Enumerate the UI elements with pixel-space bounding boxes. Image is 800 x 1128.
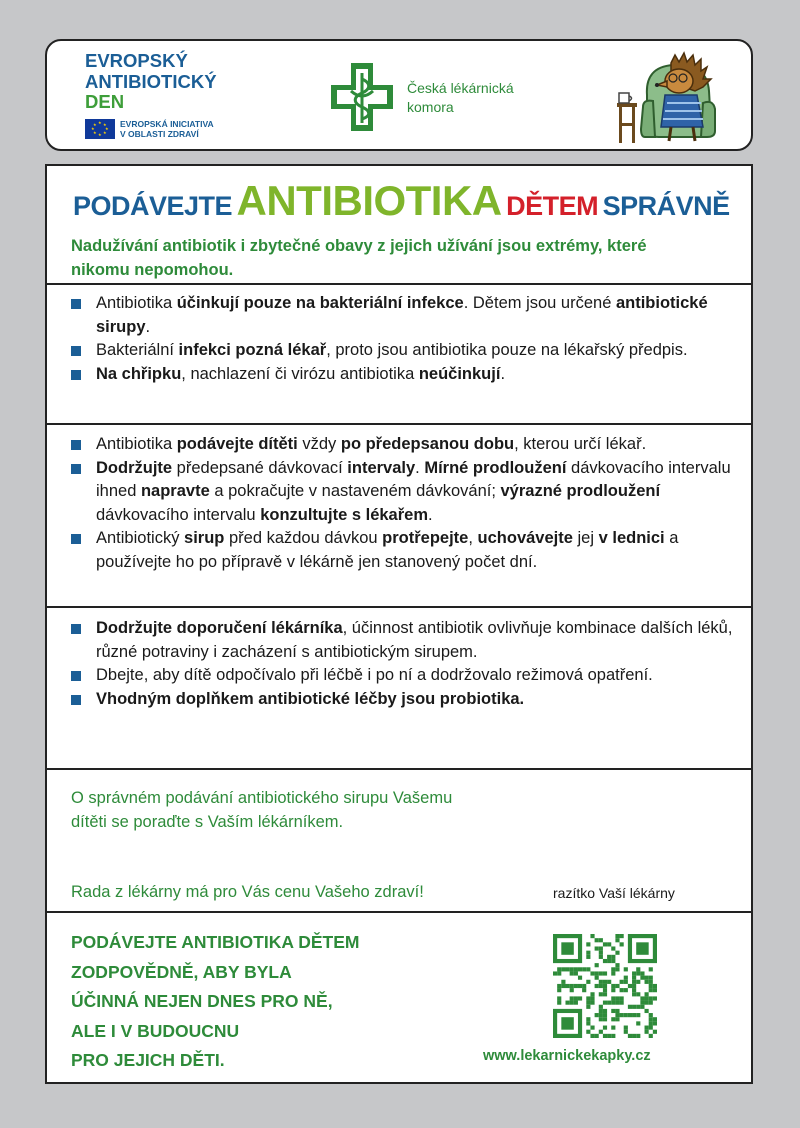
emphasis-text: protřepejte bbox=[382, 529, 469, 547]
divider bbox=[47, 911, 751, 913]
chamber-name-line-2: komora bbox=[407, 99, 454, 115]
item-text: dávkovacího intervalu bbox=[96, 505, 261, 524]
divider bbox=[47, 606, 751, 608]
item-text: , proto jsou antibiotika pouze na lékařský předpis. bbox=[326, 341, 688, 359]
qr-code-icon[interactable] bbox=[553, 934, 657, 1038]
emphasis-text: antibiotické sirupy bbox=[96, 294, 708, 336]
list-item bbox=[71, 433, 741, 457]
emphasis-text: Dodržujte doporučení lékárníka bbox=[96, 619, 343, 637]
pharmacy-slogan: Rada z lékárny má pro Vás cenu Vašeho zdraví! bbox=[71, 883, 424, 901]
european-antibiotic-day-logo bbox=[85, 51, 217, 113]
ead-line-1: EVROPSKÝ bbox=[85, 50, 188, 71]
hedgehog-armchair-illustration bbox=[607, 45, 727, 149]
item-text: Bakteriální bbox=[96, 341, 179, 359]
bullet-list-section-3 bbox=[71, 617, 741, 711]
emphasis-text: Na chřipku bbox=[96, 364, 182, 383]
closing-line-2: ZODPOVĚDNĚ, ABY BYLA bbox=[71, 961, 292, 982]
item-text: . bbox=[145, 317, 151, 336]
item-text: vždy bbox=[297, 435, 341, 453]
ead-line-3: DEN bbox=[85, 91, 125, 112]
closing-line-3: ÚČINNÁ NEJEN DNES PRO NĚ, bbox=[71, 991, 333, 1011]
list-item bbox=[71, 363, 741, 387]
square-bullet-icon bbox=[71, 464, 81, 474]
list-item bbox=[71, 457, 741, 528]
emphasis-text: po předepsanou dobu bbox=[340, 435, 515, 453]
bullet-list-section-2 bbox=[71, 433, 741, 574]
title-part-2: ANTIBIOTIKA bbox=[236, 177, 502, 224]
emphasis-text: Mírné prodloužení bbox=[424, 458, 567, 477]
item-text: , účinnost antibiotik ovlivňuje kombinace dalších léků, různé potraviny i zacházení s antibiotickým sirupem. bbox=[96, 619, 733, 661]
item-text: dávkovacího intervalu ihned bbox=[96, 458, 731, 500]
item-text: a pokračujte v nastaveném dávkování; bbox=[209, 482, 501, 500]
list-item bbox=[71, 339, 741, 363]
item-text: předepsané dávkovací bbox=[172, 458, 348, 477]
square-bullet-icon bbox=[71, 624, 81, 634]
item-text: , nachlazení či virózu antibiotika bbox=[181, 364, 419, 383]
item-text: Antibiotický bbox=[96, 529, 185, 547]
item-text: . bbox=[415, 458, 425, 477]
emphasis-text: uchovávejte bbox=[477, 529, 573, 547]
closing-line-5: PRO JEJICH DĚTI. bbox=[71, 1050, 225, 1070]
pharmacy-chamber-name bbox=[407, 79, 514, 117]
chamber-name-line-1: Česká lékárnická bbox=[407, 80, 514, 96]
emphasis-text: neúčinkují bbox=[418, 364, 501, 383]
item-text: před každou dávkou bbox=[224, 529, 383, 547]
emphasis-text: sirup bbox=[184, 529, 225, 547]
green-cross-caduceus-icon bbox=[329, 61, 395, 133]
square-bullet-icon bbox=[71, 370, 81, 380]
bullet-list-section-1 bbox=[71, 292, 741, 386]
emphasis-text: podávejte dítěti bbox=[176, 435, 298, 453]
item-text: . bbox=[428, 505, 433, 524]
emphasis-text: Dodržujte bbox=[96, 458, 173, 477]
ead-line-2: ANTIBIOTICKÝ bbox=[85, 70, 217, 92]
square-bullet-icon bbox=[71, 534, 81, 544]
item-text: jej bbox=[572, 529, 599, 547]
item-text: . Dětem jsou určené bbox=[463, 294, 616, 312]
item-text: Dbejte, aby dítě odpočívalo při léčbě i po ní a dodržovalo režimová opatření. bbox=[96, 666, 653, 684]
square-bullet-icon bbox=[71, 299, 81, 309]
square-bullet-icon bbox=[71, 346, 81, 356]
item-text: Antibiotika bbox=[96, 435, 177, 453]
list-item bbox=[71, 664, 741, 688]
item-text: Antibiotika bbox=[96, 294, 177, 312]
item-text: , kterou určí lékař. bbox=[514, 435, 647, 453]
emphasis-text: výrazné prodloužení bbox=[500, 482, 661, 500]
emphasis-text: intervaly bbox=[347, 458, 416, 477]
poster-title bbox=[73, 177, 730, 225]
item-text: . bbox=[500, 364, 506, 383]
closing-line-4: ALE I V BUDOUCNU bbox=[71, 1020, 240, 1041]
eu-flag-icon: ★ ★ ★ ★ ★ ★ ★ ★ bbox=[85, 119, 115, 139]
list-item bbox=[71, 527, 741, 574]
info-panel bbox=[45, 164, 753, 1084]
title-part-1: PODÁVEJTE bbox=[73, 191, 233, 221]
emphasis-text: infekci pozná lékař bbox=[178, 341, 327, 359]
divider bbox=[47, 423, 751, 425]
header-card bbox=[45, 39, 753, 151]
item-text: , bbox=[468, 529, 478, 547]
closing-message bbox=[71, 928, 491, 1076]
divider bbox=[47, 768, 751, 770]
closing-line-1: PODÁVEJTE ANTIBIOTIKA DĚTEM bbox=[71, 932, 360, 952]
emphasis-text: v lednici bbox=[598, 529, 665, 547]
emphasis-text: napravte bbox=[140, 482, 210, 500]
eu-initiative-line-1: EVROPSKÁ INICIATIVA bbox=[120, 119, 214, 129]
square-bullet-icon bbox=[71, 695, 81, 705]
emphasis-text: Vhodným doplňkem antibiotické léčby jsou probiotika. bbox=[96, 689, 525, 708]
website-link[interactable]: www.lekarnickekapky.cz bbox=[483, 1048, 651, 1064]
list-item bbox=[71, 688, 741, 712]
emphasis-text: účinkují pouze na bakteriální infekce bbox=[176, 294, 464, 312]
item-text: a používejte ho po přípravě v lékárně jen stanovený počet dní. bbox=[96, 529, 679, 571]
title-part-4: SPRÁVNĚ bbox=[602, 191, 730, 221]
divider bbox=[47, 283, 751, 285]
pharmacist-advice-text: O správném podávání antibiotického sirupu Vašemu dítěti se poraďte s Vaším lékárníkem. bbox=[71, 789, 453, 831]
eu-initiative-text bbox=[120, 119, 214, 139]
eu-initiative-line-2: V OBLASTI ZDRAVÍ bbox=[120, 129, 199, 139]
square-bullet-icon bbox=[71, 440, 81, 450]
emphasis-text: konzultujte s lékařem bbox=[260, 505, 428, 524]
list-item bbox=[71, 617, 741, 664]
list-item bbox=[71, 292, 741, 339]
square-bullet-icon bbox=[71, 671, 81, 681]
poster-subtitle: Nadužívání antibiotik i zbytečné obavy z jejich užívání jsou extrémy, které nikomu nepomohou. bbox=[71, 237, 647, 279]
pharmacy-stamp-label: razítko Vaší lékárny bbox=[553, 885, 675, 901]
title-part-3: DĚTEM bbox=[506, 191, 599, 221]
